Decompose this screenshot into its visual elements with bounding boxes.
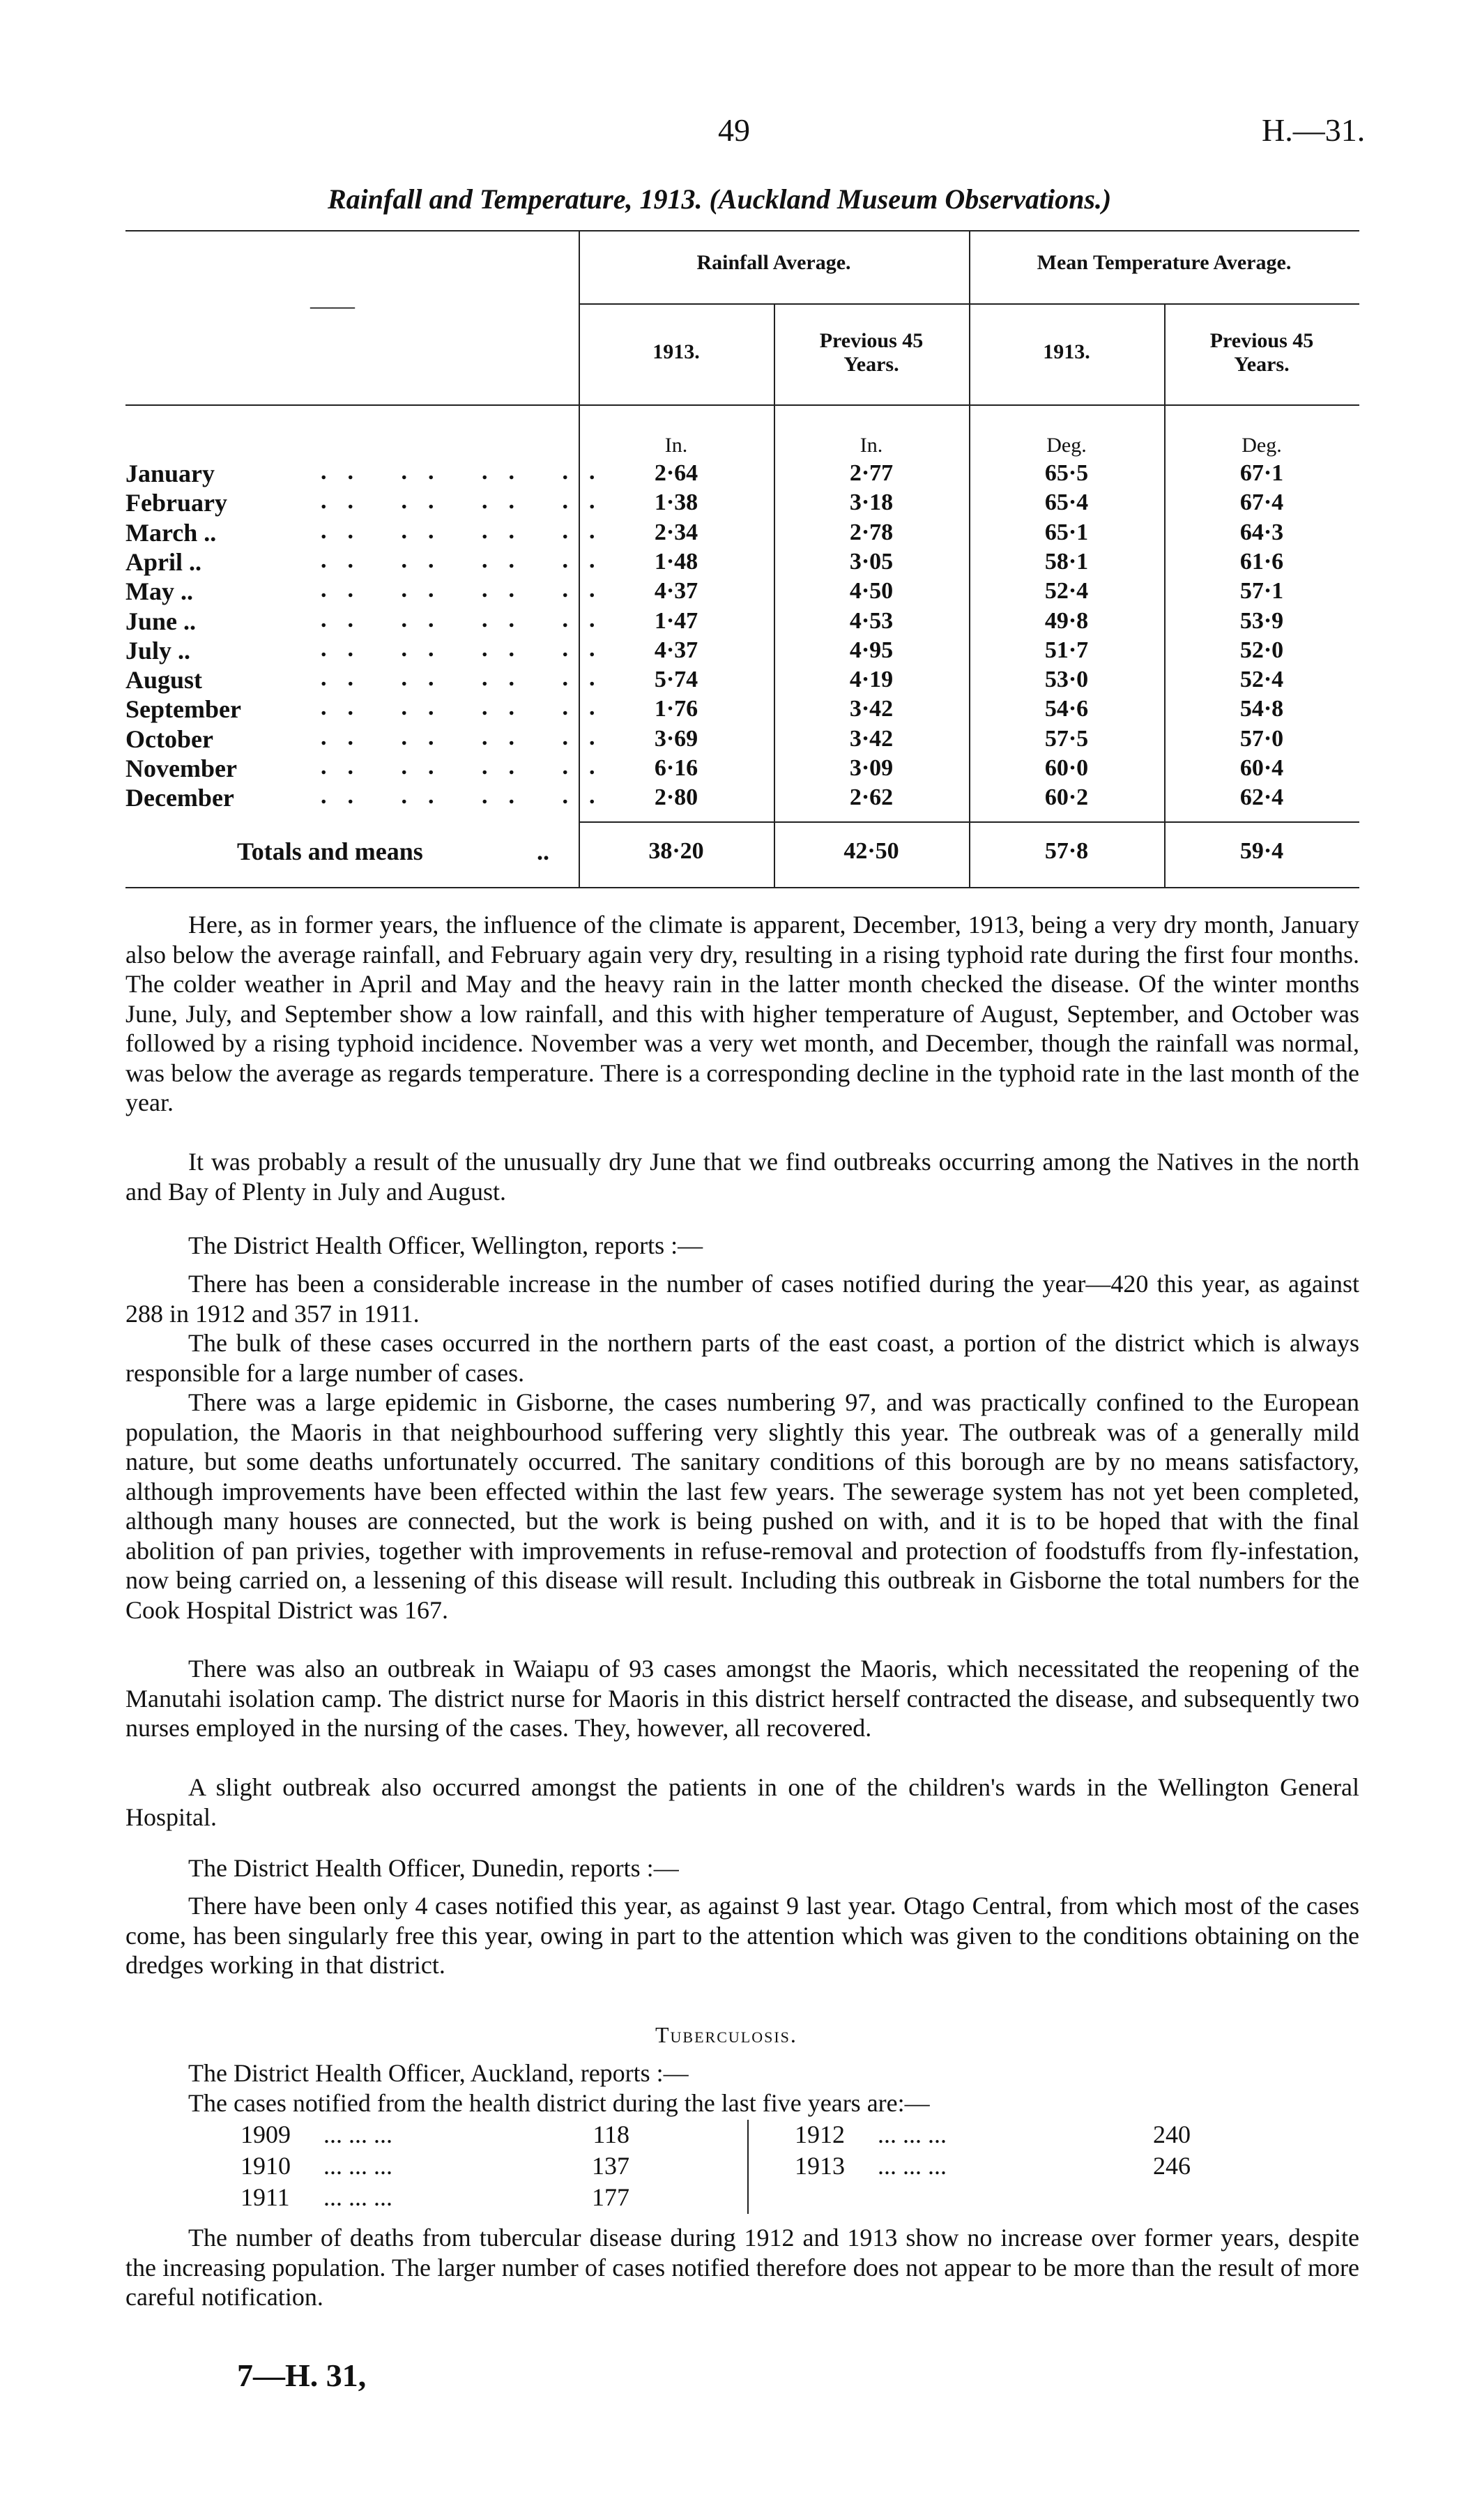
paragraph-otago: There have been only 4 cases notified this year, as against 9 last year. Otago Central, from which most of the cases come, has been singularly free this year, owing in part to the attention which was given to the conditions obtaining on the dredges working in that district.: [125, 1892, 1359, 1979]
month-label: April ..: [125, 547, 202, 576]
tb-row: 1911 ... ... ... 177: [240, 2183, 629, 2211]
table-cell: 53·9: [1239, 607, 1284, 634]
footer-reference: 7—H. 31,: [237, 2358, 367, 2393]
tb-row: 1913 ... ... ... 246: [795, 2152, 1191, 2180]
table-cell: 52·4: [1239, 667, 1284, 693]
table-cell: 51·7: [1044, 637, 1089, 663]
table-cell: 4·37: [654, 637, 698, 663]
row-leader: .. .. .. ..: [321, 665, 616, 692]
temperature-group-header: Mean Temperature Average.: [1037, 251, 1292, 274]
paragraph-hospital: A slight outbreak also occurred amongst the patients in one of the children's wards in the Wellington General Hospital.: [125, 1773, 1359, 1831]
table-cell: 4·50: [849, 578, 894, 605]
table-cell: 65·4: [1044, 489, 1089, 516]
table-cell: 1·38: [654, 489, 698, 516]
row-leader: .. .. .. ..: [321, 606, 616, 632]
table-top-rule: [125, 230, 1359, 231]
page-number: 49: [718, 112, 750, 148]
row-leader: .. .. .. ..: [321, 517, 616, 544]
table-cell: 2·34: [654, 519, 698, 545]
row-leader: .. .. .. ..: [321, 724, 616, 750]
table-cell: 4·53: [849, 607, 894, 634]
table-cell: 65·1: [1044, 519, 1089, 545]
month-label: December: [125, 784, 234, 812]
table-cell: 1·47: [654, 607, 698, 634]
table-cell: 64·3: [1239, 519, 1284, 545]
table-title: Rainfall and Temperature, 1913. (Auckland Museum Observations.): [328, 183, 1112, 215]
total-rain-previous: 42·50: [843, 838, 899, 864]
month-label: November: [125, 754, 237, 782]
month-label: March ..: [125, 518, 217, 547]
row-leader: .. .. .. ..: [321, 783, 616, 810]
unit-rain-1913: In.: [664, 434, 688, 457]
table-bottom-rule: [125, 887, 1359, 888]
table-cell: 54·6: [1044, 696, 1089, 722]
page-reference: H.—31.: [1262, 112, 1366, 148]
paragraph-five-years: The cases notified from the health district during the last five years are:—: [188, 2089, 930, 2117]
table-cell: 2·80: [654, 784, 698, 811]
table-divider-4: [1164, 305, 1166, 888]
paragraph-waiapu: There was also an outbreak in Waiapu of 93 cases amongst the Maoris, which necessitated the reopening of the Manutahi isolation camp. The district nurse for Maoris in this district herself contracted the disease, and subsequently two nurses employed in the nursing of the cases. They, however, all recovered.: [125, 1655, 1359, 1742]
paragraph-dunedin-intro: The District Health Officer, Dunedin, reports :—: [188, 1854, 679, 1882]
table-cell: 2·77: [849, 460, 894, 486]
corner-dash: ——: [310, 293, 355, 318]
month-label: May ..: [125, 577, 193, 606]
table-cell: 5·74: [654, 667, 698, 693]
row-leader: .. .. .. ..: [321, 577, 616, 603]
table-cell: 65·5: [1044, 460, 1089, 486]
table-cell: 3·42: [849, 725, 894, 752]
row-leader: .. .. .. ..: [321, 547, 616, 573]
month-label: October: [125, 724, 213, 753]
table-cell: 53·0: [1044, 667, 1089, 693]
table-cell: 52·0: [1239, 637, 1284, 663]
paragraph-gisborne: There was a large epidemic in Gisborne, the cases numbering 97, and was practically confined to the European population, the Maoris in that neighbourhood suffering very slightly this year. The outbreak was of a generally mild nature, but some deaths unfortunately occurred. The sanitary conditions of this borough are by no means satisfactory, although improvements have been effected within the last few years. The sewerage system has not yet been completed, although many houses are connected, but the work is being pushed on with, and it is to be hoped that with the final abolition of pan privies, together with improvements in refuse-removal and protection of foodstuffs from fly-infestation, now being carried on, a lessening of this disease will result. Including this outbreak in Gisborne the total numbers for the Cook Hospital District was 167.: [125, 1388, 1359, 1624]
rainfall-group-header: Rainfall Average.: [696, 251, 851, 274]
table-cell: 6·16: [654, 755, 698, 781]
table-cell: 57·5: [1044, 725, 1089, 752]
table-cell: 3·18: [849, 489, 894, 516]
table-cell: 4·95: [849, 637, 894, 663]
table-divider-2: [774, 305, 775, 888]
unit-rain-previous: In.: [860, 434, 883, 457]
table-cell: 67·4: [1239, 489, 1284, 516]
month-label: August: [125, 666, 203, 694]
table-cell: 61·6: [1239, 548, 1284, 575]
table-header-rule: [125, 404, 1359, 406]
tb-row: 1912 ... ... ... 240: [795, 2120, 1191, 2148]
tb-row: 1909 ... ... ... 118: [240, 2120, 629, 2148]
subheader-rain-previous: Previous 45 Years.: [819, 329, 924, 376]
table-cell: 60·2: [1044, 784, 1089, 811]
paragraph-east-coast: The bulk of these cases occurred in the northern parts of the east coast, a portion of the district which is always responsible for a large number of cases.: [125, 1329, 1359, 1387]
subheader-rain-1913: 1913.: [652, 340, 700, 363]
table-cell: 60·0: [1044, 755, 1089, 781]
table-cell: 3·42: [849, 696, 894, 722]
table-cell: 57·0: [1239, 725, 1284, 752]
subheader-temp-1913: 1913.: [1043, 340, 1090, 363]
table-cell: 3·05: [849, 548, 894, 575]
table-cell: 1·48: [654, 548, 698, 575]
paragraph-wellington-intro: The District Health Officer, Wellington, reports :—: [188, 1231, 703, 1259]
table-cell: 54·8: [1239, 696, 1284, 722]
table-cell: 3·09: [849, 755, 894, 781]
row-leader: .. .. .. ..: [321, 694, 616, 721]
table-cell: 2·64: [654, 460, 698, 486]
total-rain-1913: 38·20: [648, 838, 704, 864]
table-cell: 2·78: [849, 519, 894, 545]
table-cell: 2·62: [849, 784, 894, 811]
table-divider-3: [969, 230, 970, 888]
unit-temp-1913: Deg.: [1046, 434, 1087, 457]
table-cell: 57·1: [1239, 578, 1284, 605]
total-temp-1913: 57·8: [1044, 838, 1089, 864]
totals-label: Totals and means: [237, 837, 423, 865]
tuberculosis-heading: Tuberculosis.: [655, 2022, 797, 2047]
month-label: July ..: [125, 636, 191, 665]
table-cell: 52·4: [1044, 578, 1089, 605]
paragraph-increase: There has been a considerable increase in the number of cases notified during the year—420 this year, as against 288 in 1912 and 357 in 1911.: [125, 1270, 1359, 1328]
table-cell: 3·69: [654, 725, 698, 752]
row-leader: .. .. .. ..: [321, 459, 616, 485]
row-leader: .. .. .. ..: [321, 754, 616, 780]
paragraph-auckland-intro: The District Health Officer, Auckland, reports :—: [188, 2059, 689, 2087]
month-label: September: [125, 695, 241, 724]
table-cell: 67·1: [1239, 460, 1284, 486]
subheader-temp-previous: Previous 45 Years.: [1209, 329, 1314, 376]
table-cell: 58·1: [1044, 548, 1089, 575]
paragraph-deaths: The number of deaths from tubercular disease during 1912 and 1913 show no increase over former years, despite the increasing population. The larger number of cases notified therefore does not appear to be more than the result of more careful notification.: [125, 2224, 1359, 2311]
row-leader: .. .. .. ..: [321, 635, 616, 662]
total-temp-previous: 59·4: [1239, 838, 1284, 864]
table-cell: 49·8: [1044, 607, 1089, 634]
totals-leader: ..: [537, 837, 549, 865]
table-cell: 62·4: [1239, 784, 1284, 811]
month-label: January: [125, 460, 215, 487]
month-label: February: [125, 489, 227, 517]
table-cell: 4·19: [849, 667, 894, 693]
row-leader: .. .. .. ..: [321, 488, 616, 515]
paragraph-climate: Here, as in former years, the influence of the climate is apparent, December, 1913, being a very dry month, January also below the average rainfall, and February again very dry, resulting in a rising typhoid rate during the first four months. The colder weather in April and May and the heavy rain in the latter month checked the disease. Of the winter months June, July, and September show a low rainfall, and this with higher temperature of August, September, and October was followed by a rising typhoid incidence. November was a very wet month, and December, though the rainfall was normal, was below the average as regards temperature. There is a corresponding decline in the typhoid rate in the last month of the year.: [125, 911, 1359, 1116]
table-cell: 1·76: [654, 696, 698, 722]
table-cell: 4·37: [654, 578, 698, 605]
month-label: June ..: [125, 607, 197, 635]
table-cell: 60·4: [1239, 755, 1284, 781]
tb-row: 1910 ... ... ... 137: [240, 2152, 629, 2180]
tb-divider: [747, 2120, 749, 2214]
unit-temp-previous: Deg.: [1242, 434, 1282, 457]
paragraph-dry-june: It was probably a result of the unusually dry June that we find outbreaks occurring among the Natives in the north and Bay of Plenty in July and August.: [125, 1148, 1359, 1206]
